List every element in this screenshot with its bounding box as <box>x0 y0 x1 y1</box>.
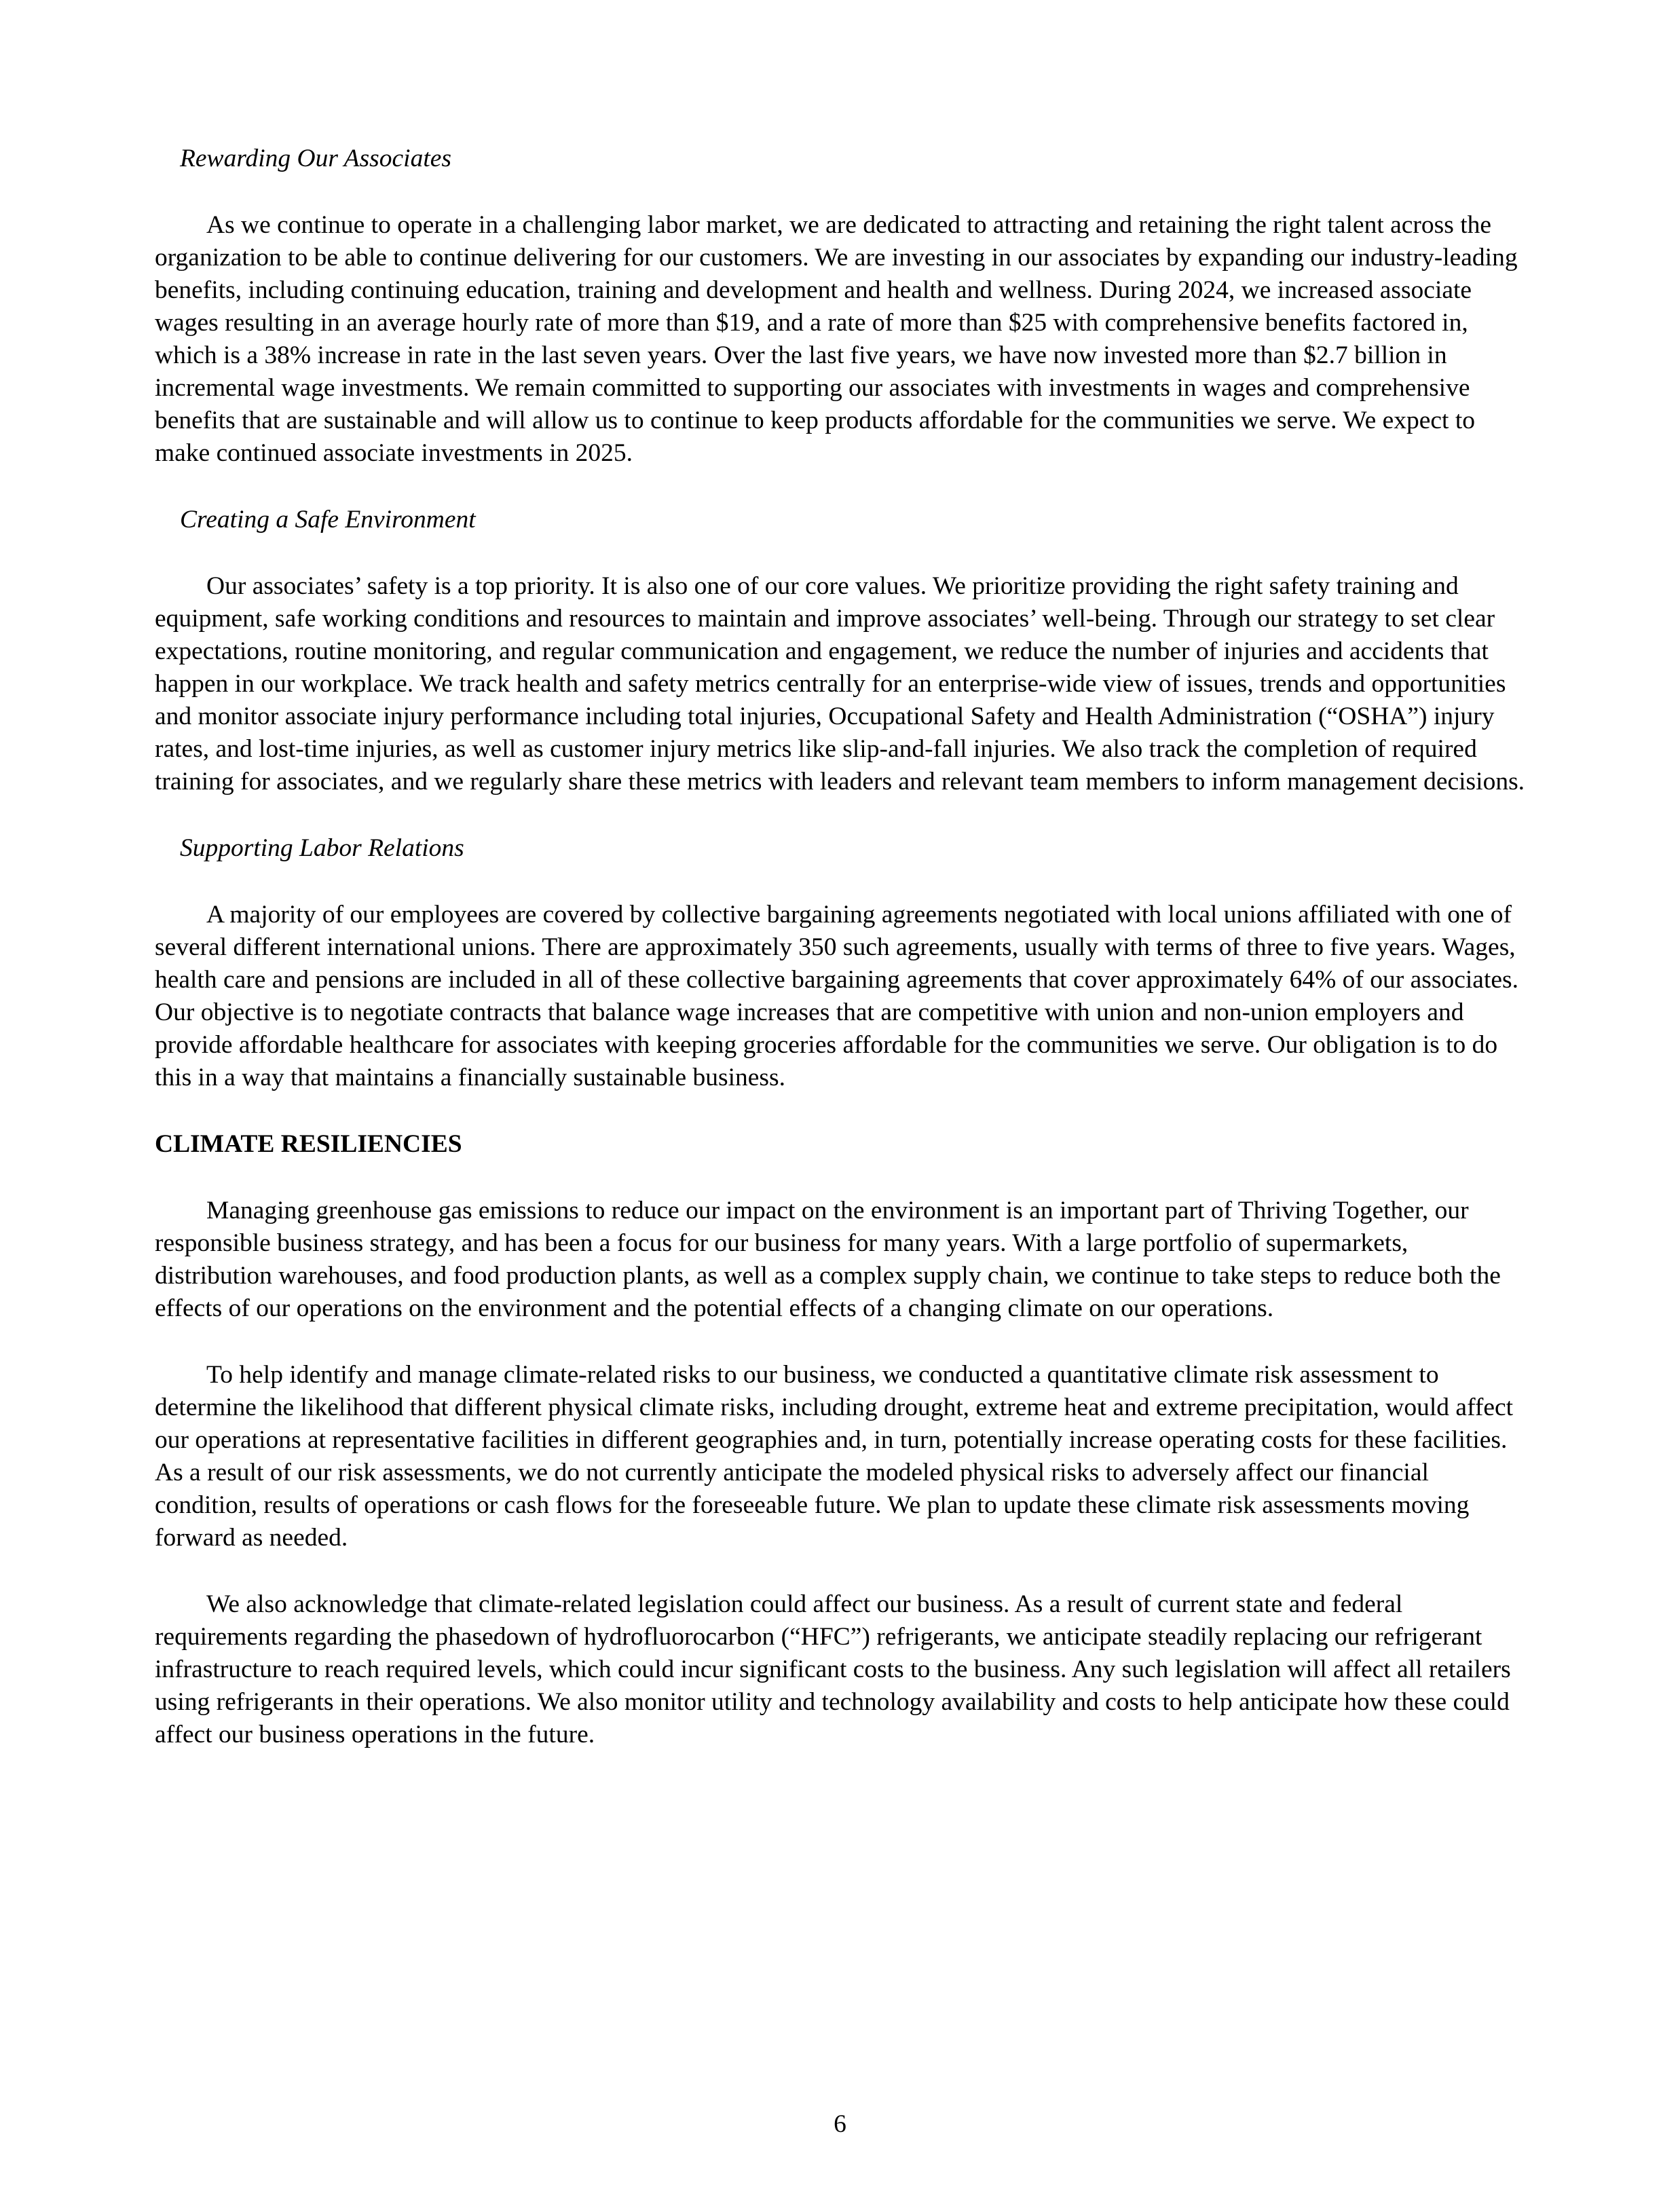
climate-paragraph-2: To help identify and manage climate-related risks to our business, we conducted a quantitative climate risk assessment to determine the likelihood that different physical climate risks, including drought, extreme heat and extreme precipitation, would affect our operations at representative facilities in different geographies and, in turn, potentially increase operating costs for these facilities. As a result of our risk assessments, we do not currently anticipate the modeled physical risks to adversely affect our financial condition, results of operations or cash flows for the foreseeable future. We plan to update these climate risk assessments moving forward as needed. <box>155 1361 1514 1552</box>
rewarding-associates-paragraph: As we continue to operate in a challenging labor market, we are dedicated to attracting and retaining the right talent across the organization to be able to continue delivering for our customers. We are investing in our associates by expanding our industry-leading benefits, including continuing education, training and development and health and wellness. During 2024, we increased associate wages resulting in an average hourly rate of more than $19, and a rate of more than $25 with comprehensive benefits factored in, which is a 38% increase in rate in the last seven years. Over the last five years, we have now invested more than $2.7 billion in incremental wage investments. We remain committed to supporting our associates with investments in wages and comprehensive benefits that are sustainable and will allow us to continue to keep products affordable for the communities we serve. We expect to make continued associate investments in 2025. <box>155 211 1518 467</box>
labor-relations-paragraph: A majority of our employees are covered by collective bargaining agreements negotiated with local unions affiliated with one of several different international unions. There are approximately 350 such agreements, usually with terms of three to five years. Wages, health care and pensions are included in all of these collective bargaining agreements that cover approximately 64% of our associates. Our objective is to negotiate contracts that balance wage increases that are competitive with union and non-union employers and provide affordable healthcare for associates with keeping groceries affordable for the communities we serve. Our obligation is to do this in a way that maintains a financially sustainable business. <box>155 901 1518 1091</box>
climate-resiliencies-heading: CLIMATE RESILIENCIES <box>155 1130 462 1158</box>
labor-relations-subheading: Supporting Labor Relations <box>180 834 464 862</box>
safe-environment-subheading: Creating a Safe Environment <box>180 506 476 534</box>
safe-environment-paragraph: Our associates’ safety is a top priority. It is also one of our core values. We prioritize providing the right safety training and equipment, safe working conditions and resources to maintain and improve associates’ well-being. Through our strategy to set clear expectations, routine monitoring, and regular communication and engagement, we reduce the number of injuries and accidents that happen in our workplace. We track health and safety metrics centrally for an enterprise-wide view of issues, trends and opportunities and monitor associate injury performance including total injuries, Occupational Safety and Health Administration (“OSHA”) injury rates, and lost-time injuries, as well as customer injury metrics like slip-and-fall injuries. We also track the completion of required training for associates, and we regularly share these metrics with leaders and relevant team members to inform management decisions. <box>155 572 1525 796</box>
climate-paragraph-3: We also acknowledge that climate-related legislation could affect our business. As a result of current state and federal requirements regarding the phasedown of hydrofluorocarbon (“HFC”) refrigerants, we anticipate steadily replacing our refrigerant infrastructure to reach required levels, which could incur significant costs to the business. Any such legislation will affect all retailers using refrigerants in their operations. We also monitor utility and technology availability and costs to help anticipate how these could affect our business operations in the future. <box>155 1590 1511 1748</box>
document-page <box>155 143 1526 1785</box>
rewarding-associates-subheading: Rewarding Our Associates <box>180 145 451 172</box>
page-number: 6 <box>834 2110 846 2138</box>
climate-paragraph-1: Managing greenhouse gas emissions to reduce our impact on the environment is an important part of Thriving Together, our responsible business strategy, and has been a focus for our business for many years. With a large portfolio of supermarkets, distribution warehouses, and food production plants, as well as a complex supply chain, we continue to take steps to reduce both the effects of our operations on the environment and the potential effects of a changing climate on our operations. <box>155 1197 1501 1322</box>
